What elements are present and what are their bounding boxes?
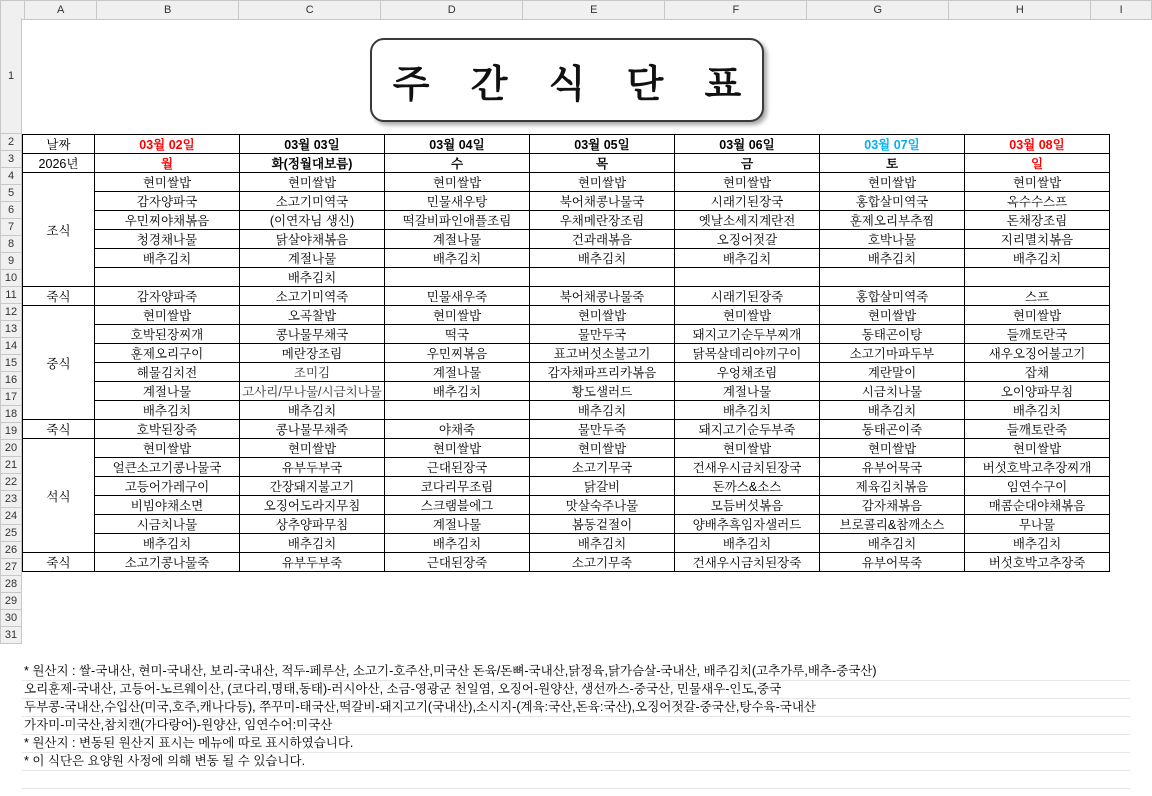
menu-item: 감자채파프리카볶음 [530, 363, 675, 382]
day-sat: 토 [820, 154, 965, 173]
row-header-7[interactable]: 7 [0, 219, 22, 236]
meal-row [23, 230, 1110, 249]
menu-item: 돈채장조림 [965, 211, 1110, 230]
menu-item: 배추김치 [675, 249, 820, 268]
menu-grid [22, 134, 1110, 572]
menu-item: 닭목살데리야끼구이 [675, 344, 820, 363]
row-header-26[interactable]: 26 [0, 542, 22, 559]
menu-item: 현미쌀밥 [965, 173, 1110, 192]
menu-item: 배추김치 [385, 534, 530, 553]
date-sat: 03월 07일 [820, 135, 965, 154]
menu-item: 배추김치 [675, 401, 820, 420]
column-header-row [0, 0, 1152, 20]
juk-item: 스프 [965, 287, 1110, 306]
menu-item: 소고기마파두부 [820, 344, 965, 363]
meal-row [23, 515, 1110, 534]
juk-item: 건새우시금치된장죽 [675, 553, 820, 572]
menu-item: 현미쌀밥 [675, 173, 820, 192]
meal-row [23, 192, 1110, 211]
menu-item: 모듬버섯볶음 [675, 496, 820, 515]
menu-item: 감자양파국 [95, 192, 240, 211]
row-header-31[interactable]: 31 [0, 627, 22, 644]
menu-item: 배추김치 [675, 534, 820, 553]
menu-item: 매콤순대야채볶음 [965, 496, 1110, 515]
meal-row [23, 344, 1110, 363]
row-header-11[interactable]: 11 [0, 287, 22, 304]
meal-label-dinner: 석식 [23, 439, 95, 553]
menu-item: 새우오징어불고기 [965, 344, 1110, 363]
menu-item [820, 268, 965, 287]
menu-item: 현미쌀밥 [385, 439, 530, 458]
menu-item: 계절나물 [385, 363, 530, 382]
menu-item: 얼큰소고기콩나물국 [95, 458, 240, 477]
column-header-f[interactable]: F [665, 1, 807, 20]
table-header-dates [23, 135, 1110, 154]
menu-item [95, 268, 240, 287]
menu-item: 스크램블에그 [385, 496, 530, 515]
row-header-27[interactable]: 27 [0, 559, 22, 576]
menu-item-sub: 조미김 [240, 363, 385, 382]
juk-item: 동태곤이죽 [820, 420, 965, 439]
row-header-18[interactable]: 18 [0, 406, 22, 423]
row-header-17[interactable]: 17 [0, 389, 22, 406]
juk-item: 감자양파죽 [95, 287, 240, 306]
juk-item: 소고기무죽 [530, 553, 675, 572]
menu-item: 배추김치 [385, 249, 530, 268]
menu-item: 메란장조림 [240, 344, 385, 363]
row-header-24[interactable]: 24 [0, 508, 22, 525]
row-header-20[interactable]: 20 [0, 440, 22, 457]
meal-row [23, 401, 1110, 420]
day-tue: 화(정월대보름) [240, 154, 385, 173]
menu-item: 계절나물 [675, 382, 820, 401]
row-header-8[interactable]: 8 [0, 236, 22, 253]
menu-item: 동태곤이탕 [820, 325, 965, 344]
menu-item: 돼지고기순두부찌개 [675, 325, 820, 344]
row-header-10[interactable]: 10 [0, 270, 22, 287]
menu-item: 계절나물 [95, 382, 240, 401]
menu-item: 봄동겉절이 [530, 515, 675, 534]
menu-item: 호박된장찌개 [95, 325, 240, 344]
menu-item: 간장돼지불고기 [240, 477, 385, 496]
menu-item: 계절나물 [385, 515, 530, 534]
menu-item: 건과래볶음 [530, 230, 675, 249]
menu-item-sub: 고사리/무나물/시금치나물 [240, 382, 385, 401]
row-header-19[interactable]: 19 [0, 423, 22, 440]
row-header-3[interactable]: 3 [0, 151, 22, 168]
juk-item: 물만두죽 [530, 420, 675, 439]
menu-item: 배추김치 [530, 534, 675, 553]
meal-label-breakfast: 조식 [23, 173, 95, 287]
juk-row-lunch [23, 420, 1110, 439]
menu-item: 들깨토란국 [965, 325, 1110, 344]
row-header-29[interactable]: 29 [0, 593, 22, 610]
menu-item: 배추김치 [240, 534, 385, 553]
menu-item: 임연수구이 [965, 477, 1110, 496]
column-header-a[interactable]: A [25, 1, 97, 20]
menu-item: 고등어가레구이 [95, 477, 240, 496]
meal-row [23, 249, 1110, 268]
menu-item: 코다리무조림 [385, 477, 530, 496]
menu-item: 배추김치 [530, 249, 675, 268]
day-wed: 수 [385, 154, 530, 173]
menu-item: 유부두부국 [240, 458, 385, 477]
menu-item: 시래기된장국 [675, 192, 820, 211]
column-header-e[interactable]: E [523, 1, 665, 20]
day-thu: 목 [530, 154, 675, 173]
menu-item: 떡국 [385, 325, 530, 344]
menu-item: 배추김치 [965, 534, 1110, 553]
meal-row [23, 534, 1110, 553]
row-header-14[interactable]: 14 [0, 338, 22, 355]
column-header-b[interactable]: B [97, 1, 239, 20]
menu-item: 떡갈비파인애플조림 [385, 211, 530, 230]
row-header-9[interactable]: 9 [0, 253, 22, 270]
juk-item: 야채죽 [385, 420, 530, 439]
menu-item: 물만두국 [530, 325, 675, 344]
menu-item: 옥수수스프 [965, 192, 1110, 211]
menu-item: 훈제오리구이 [95, 344, 240, 363]
menu-item: 감자채볶음 [820, 496, 965, 515]
menu-item: 현미쌀밥 [95, 173, 240, 192]
menu-item: 상추양파무침 [240, 515, 385, 534]
menu-item: 배추김치 [965, 249, 1110, 268]
menu-item: 현미쌀밥 [240, 173, 385, 192]
meal-row [23, 439, 1110, 458]
menu-item: 배추김치 [820, 534, 965, 553]
juk-item: 버섯호박고추장죽 [965, 553, 1110, 572]
row-header-13[interactable]: 13 [0, 321, 22, 338]
menu-item: 버섯호박고추장찌개 [965, 458, 1110, 477]
row-header-2[interactable]: 2 [0, 134, 22, 151]
menu-item: 현미쌀밥 [675, 306, 820, 325]
row-header-16[interactable]: 16 [0, 372, 22, 389]
juk-item: 시래기된장죽 [675, 287, 820, 306]
column-header-i[interactable]: I [1091, 1, 1152, 20]
menu-item: 현미쌀밥 [95, 306, 240, 325]
meal-row [23, 268, 1110, 287]
row-header-1[interactable]: 1 [0, 18, 22, 134]
juk-item: 들깨토란죽 [965, 420, 1110, 439]
row-header-21[interactable]: 21 [0, 457, 22, 474]
meal-row [23, 325, 1110, 344]
menu-item: 황도샐러드 [530, 382, 675, 401]
menu-item [965, 268, 1110, 287]
menu-item: 표고버섯소불고기 [530, 344, 675, 363]
menu-item: 오이양파무침 [965, 382, 1110, 401]
menu-item: 계란말이 [820, 363, 965, 382]
meal-row [23, 458, 1110, 477]
menu-item: 유부어묵국 [820, 458, 965, 477]
juk-row-breakfast [23, 287, 1110, 306]
note-line: * 원산지 : 쌀-국내산, 현미-국내산, 보리-국내산, 적두-페루산, 소고기-호주산,미국산 돈육/돈뼈-국내산,닭정육,닭가슴살-국내산, 배주김치(고추가루,배추-중국산) [22, 663, 1130, 681]
date-sun: 03월 08일 [965, 135, 1110, 154]
menu-item: 비빔야채소면 [95, 496, 240, 515]
menu-item: 현미쌀밥 [530, 173, 675, 192]
juk-item: 소고기미역죽 [240, 287, 385, 306]
table-header-days [23, 154, 1110, 173]
menu-item: 배추김치 [95, 534, 240, 553]
corner-cell[interactable] [1, 1, 25, 20]
menu-item: 양배추흑임자샐러드 [675, 515, 820, 534]
row-header-22[interactable]: 22 [0, 474, 22, 491]
menu-item: 배추김치 [95, 401, 240, 420]
menu-item: 현미쌀밥 [820, 173, 965, 192]
note-line: 오리훈제-국내산, 고등어-노르웨이산, (코다리,명태,동태)-러시아산, 소금-영광군 천일염, 오징어-원양산, 생선까스-중국산, 민물새우-인도,중국 [22, 681, 1130, 699]
menu-item: 현미쌀밥 [675, 439, 820, 458]
menu-item: 우채메란장조림 [530, 211, 675, 230]
menu-item: 현미쌀밥 [385, 306, 530, 325]
menu-item: 배추김치 [240, 401, 385, 420]
menu-item [385, 268, 530, 287]
juk-row-dinner [23, 553, 1110, 572]
juk-item: 유부어묵죽 [820, 553, 965, 572]
menu-item: 배추김치 [820, 249, 965, 268]
menu-item: 민물새우탕 [385, 192, 530, 211]
menu-item: 잡채 [965, 363, 1110, 382]
note-line: * 원산지 : 변동된 원산지 표시는 메뉴에 따로 표시하였습니다. [22, 735, 1130, 753]
row-header-23[interactable]: 23 [0, 491, 22, 508]
menu-item: 브로콜리&참깨소스 [820, 515, 965, 534]
note-line [22, 771, 1130, 789]
menu-item: 제육김치볶음 [820, 477, 965, 496]
menu-item: 배추김치 [530, 401, 675, 420]
menu-item: 현미쌀밥 [965, 439, 1110, 458]
menu-item: 맛살숙주나물 [530, 496, 675, 515]
menu-item: 현미쌀밥 [820, 439, 965, 458]
row-header-30[interactable]: 30 [0, 610, 22, 627]
row-header-4[interactable]: 4 [0, 168, 22, 185]
meal-row [23, 382, 1110, 401]
menu-item: 계절나물 [240, 249, 385, 268]
meal-label-lunch: 중식 [23, 306, 95, 420]
row-header-28[interactable]: 28 [0, 576, 22, 593]
menu-item: 홍합살미역국 [820, 192, 965, 211]
menu-item: 소고기무국 [530, 458, 675, 477]
weekly-menu-table [22, 134, 1110, 572]
juk-item: 소고기콩나물죽 [95, 553, 240, 572]
menu-item: 현미쌀밥 [820, 306, 965, 325]
date-tue: 03월 03일 [240, 135, 385, 154]
menu-item: 우민찌볶음 [385, 344, 530, 363]
menu-item: 시금치나물 [95, 515, 240, 534]
page-title: 주 간 식 단 표 [392, 61, 756, 106]
column-header-g[interactable]: G [807, 1, 949, 20]
menu-item: 현미쌀밥 [95, 439, 240, 458]
meal-row [23, 477, 1110, 496]
column-header-d[interactable]: D [381, 1, 523, 20]
menu-item: 현미쌀밥 [530, 306, 675, 325]
menu-item [385, 401, 530, 420]
date-wed: 03월 04일 [385, 135, 530, 154]
menu-item: 현미쌀밥 [240, 439, 385, 458]
date-thu: 03월 05일 [530, 135, 675, 154]
origin-notes [22, 663, 1130, 789]
menu-item: 무나물 [965, 515, 1110, 534]
juk-item: 근대된장죽 [385, 553, 530, 572]
menu-item: 현미쌀밥 [385, 173, 530, 192]
menu-item [530, 268, 675, 287]
day-mon: 월 [95, 154, 240, 173]
menu-item: 우엉채조림 [675, 363, 820, 382]
title-banner [370, 38, 764, 122]
row-header-strip [0, 18, 22, 644]
note-line: * 이 식단은 요양원 사정에 의해 변동 될 수 있습니다. [22, 753, 1130, 771]
juk-item: 유부두부죽 [240, 553, 385, 572]
menu-item: 돈까스&소스 [675, 477, 820, 496]
menu-item: 배추김치 [240, 268, 385, 287]
menu-item: 현미쌀밥 [965, 306, 1110, 325]
year-label: 2026년 [23, 154, 95, 173]
menu-item: 배추김치 [820, 401, 965, 420]
menu-item [675, 268, 820, 287]
column-header-c[interactable]: C [239, 1, 381, 20]
meal-row [23, 306, 1110, 325]
menu-item: 닭갈비 [530, 477, 675, 496]
juk-item: 북어채콩나물죽 [530, 287, 675, 306]
menu-item: 오징어도라지무침 [240, 496, 385, 515]
day-fri: 금 [675, 154, 820, 173]
day-sun: 일 [965, 154, 1110, 173]
menu-item: 옛날소세지계란전 [675, 211, 820, 230]
note-line: 두부콩-국내산,수입산(미국,호주,캐나다등), 쭈꾸미-태국산,떡갈비-돼지고기(국내산),소시지-(계육:국산,돈육:국산),오징어젓갈-중국산,탕수육-국내산 [22, 699, 1130, 717]
juk-item: 돼지고기순두부죽 [675, 420, 820, 439]
date-fri: 03월 06일 [675, 135, 820, 154]
meal-row [23, 363, 1110, 382]
meal-row [23, 173, 1110, 192]
note-line: 가자미-미국산,참치캔(가다랑어)-원양산, 임연수어:미국산 [22, 717, 1130, 735]
menu-item: 소고기미역국 [240, 192, 385, 211]
menu-item: 계절나물 [385, 230, 530, 249]
menu-item: (이연자님 생신) [240, 211, 385, 230]
juk-item: 콩나물무채죽 [240, 420, 385, 439]
menu-item: 훈제오리부추찜 [820, 211, 965, 230]
menu-item: 콩나물무채국 [240, 325, 385, 344]
menu-item: 배추김치 [965, 401, 1110, 420]
juk-label: 죽식 [23, 553, 95, 572]
menu-item: 근대된장국 [385, 458, 530, 477]
header-label: 날짜 [23, 135, 95, 154]
menu-item: 닭살야채볶음 [240, 230, 385, 249]
menu-item: 호박나물 [820, 230, 965, 249]
menu-item: 배추김치 [95, 249, 240, 268]
row-header-6[interactable]: 6 [0, 202, 22, 219]
juk-item: 민물새우죽 [385, 287, 530, 306]
menu-item: 시금치나물 [820, 382, 965, 401]
row-header-25[interactable]: 25 [0, 525, 22, 542]
juk-label: 죽식 [23, 287, 95, 306]
column-header-h[interactable]: H [949, 1, 1091, 20]
menu-item: 청경채나물 [95, 230, 240, 249]
row-header-15[interactable]: 15 [0, 355, 22, 372]
menu-item: 오징어젓갈 [675, 230, 820, 249]
menu-item: 북어채콩나물국 [530, 192, 675, 211]
juk-label: 죽식 [23, 420, 95, 439]
menu-item: 우민찌야채볶음 [95, 211, 240, 230]
meal-row [23, 211, 1110, 230]
menu-item: 현미쌀밥 [530, 439, 675, 458]
menu-item: 배추김치 [385, 382, 530, 401]
menu-item: 지리멸치볶음 [965, 230, 1110, 249]
row-header-12[interactable]: 12 [0, 304, 22, 321]
row-header-5[interactable]: 5 [0, 185, 22, 202]
date-mon: 03월 02일 [95, 135, 240, 154]
menu-item: 해물김치전 [95, 363, 240, 382]
meal-row [23, 496, 1110, 515]
juk-item: 호박된장죽 [95, 420, 240, 439]
menu-item: 건새우시금치된장국 [675, 458, 820, 477]
menu-item: 오곡찰밥 [240, 306, 385, 325]
juk-item: 홍합살미역죽 [820, 287, 965, 306]
